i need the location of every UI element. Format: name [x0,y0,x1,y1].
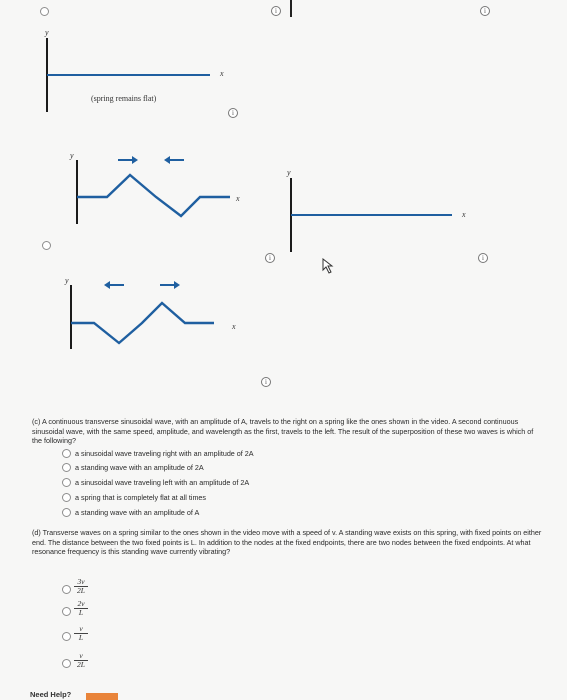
question-c-option-radio[interactable] [62,493,71,502]
info-icon[interactable]: i [261,377,271,387]
fraction-denominator: 2L [77,660,85,669]
question-c-option-label: a sinusoidal wave traveling left with an amplitude of 2A [75,478,250,487]
question-d-option-fraction [74,578,88,595]
x-axis-label: x [220,69,224,78]
option-radio-side[interactable] [42,241,51,250]
need-help-bar[interactable] [86,693,118,700]
question-c-option-radio[interactable] [62,463,71,472]
question-d-text: (d) Transverse waves on a spring similar to the ones shown in the video move with a speed of v. A standing wave exists on this spring, with fixed points on either end. The distance between the two fixed points is L. In addition to the nodes at the fixed endpoints, there are two nodes between the fixed endpoints. At what resonance frequency is this standing wave currently vibrating? [32,528,542,557]
question-c-option-radio[interactable] [62,478,71,487]
question-d-option-radio[interactable] [62,607,71,616]
x-axis-label: x [462,210,466,219]
question-d-option-radio[interactable] [62,585,71,594]
need-help-label[interactable]: Need Help? [30,690,72,699]
info-icon[interactable]: i [480,6,490,16]
y-axis-label: y [45,28,49,37]
separating-pulses-graph [64,275,244,355]
info-icon[interactable]: i [228,108,238,118]
question-d-option-fraction [74,625,88,642]
y-axis-label: y [287,168,291,177]
flat-spring-caption: (spring remains flat) [91,94,157,103]
partial-axis-line [290,0,292,17]
y-axis-label: y [70,151,74,160]
flat-spring-graph-right [284,178,474,258]
fraction-denominator: L [78,633,84,642]
y-axis-label: y [65,276,69,285]
fraction-numerator: v [74,652,88,661]
info-icon[interactable]: i [265,253,275,263]
question-c-option-radio[interactable] [62,508,71,517]
flat-spring-graph [40,38,230,118]
question-d-option-radio[interactable] [62,632,71,641]
x-axis-label: x [236,194,240,203]
question-c-option-label: a sinusoidal wave traveling right with an amplitude of 2A [75,449,254,458]
question-c-option-label: a spring that is completely flat at all times [75,493,207,502]
mouse-cursor-icon [322,258,336,274]
info-icon[interactable]: i [478,253,488,263]
question-d-option-fraction [74,652,88,669]
question-c-option-label: a standing wave with an amplitude of A [75,508,200,517]
fraction-numerator: 2v [74,600,88,609]
option-radio-top[interactable] [40,7,49,16]
fraction-numerator: 3v [74,578,88,587]
info-icon[interactable]: i [271,6,281,16]
fraction-denominator: 2L [77,586,85,595]
x-axis-label: x [232,322,236,331]
approaching-pulses-graph [70,150,250,230]
question-c-option-radio[interactable] [62,449,71,458]
fraction-numerator: v [74,625,88,634]
question-c-option-label: a standing wave with an amplitude of 2A [75,463,204,472]
fraction-denominator: L [78,608,84,617]
question-c-text: (c) A continuous transverse sinusoidal wave, with an amplitude of A, travels to the right on a spring like the ones shown in the video. A second continuous sinusoidal wave, with the same speed, amplitude, and wavelength as the first, travels to the left. The result of the superposition of these two waves is which of the following? [32,417,534,446]
question-d-option-radio[interactable] [62,659,71,668]
question-d-option-fraction [74,600,88,617]
